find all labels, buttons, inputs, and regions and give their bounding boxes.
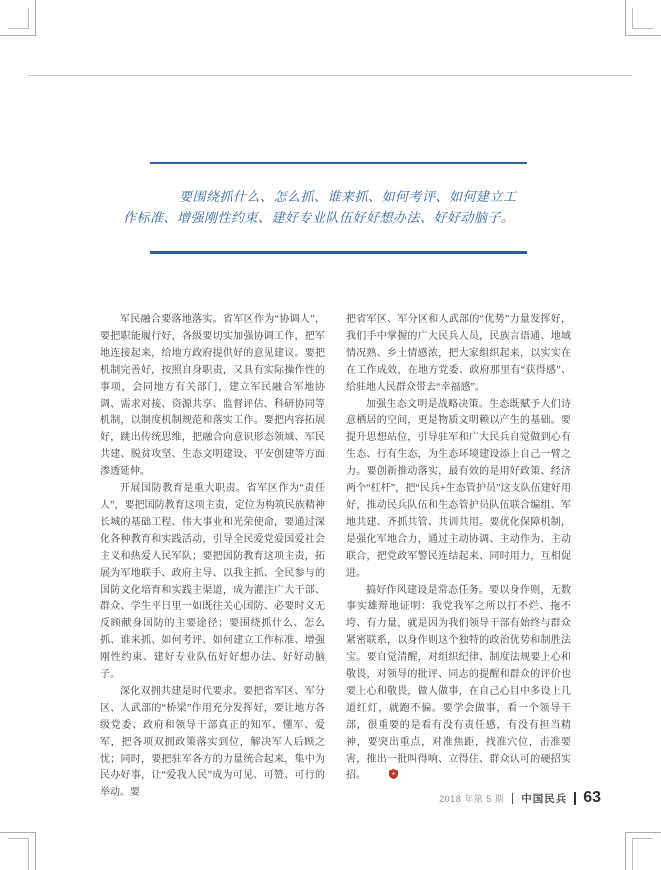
- article-end-shield-icon: [369, 769, 398, 786]
- article-paragraph: 开展国防教育是重大职责。省军区作为“责任人”，要把国防教育这项主责，定位为构筑民族精神长城的基础工程、伟大事业和光荣使命，要通过深化各种教育和实践活动，引导全民爱党爱国爱社会主义和热爱人民军队；要把国防教育这项主责，拓展为军地联手、政府主导、以我主抓、全民参与的国防文化培育和实践主渠道，成为灌注广大干部、群众、学生平日里一如既往关心国防、必要时义无反顾献身国防的主要途径；要围绕抓什么、怎么抓、谁来抓、如何考评、如何建立工作标准、增强刚性约束、建好专业队伍好好想办法、好好动脑子。: [100, 483, 325, 681]
- article-body: [100, 312, 571, 802]
- footer-divider-icon: [574, 792, 576, 805]
- article-paragraph: 军民融合要落地落实。省军区作为“协调人”，要把职能履行好，各级要切实加强协调工作，把军地连接起来，给地方政府提供好的意见建议。要把机制完善好，按照自身职责，又具有实际操作性的事项，会同地方有关部门，建立军民融合军地协调、需求对接、资源共享、监督评估、科研协同等机制，以制度机制规范和落实工作。要把内容拓展好，跳出传统思维，把融合向意识形态领域、军民共建、脱贫攻坚、生态文明建设、平安创建等方面渗透延伸。: [100, 314, 325, 478]
- article-paragraph: [346, 583, 571, 787]
- article-column-left: [100, 312, 325, 802]
- article-column-right: [346, 312, 571, 802]
- page-footer: [439, 789, 601, 807]
- crop-mark-top-right-icon: [625, 0, 661, 36]
- crop-mark-top-left-icon: [0, 0, 36, 36]
- pull-quote-top-rule: [150, 162, 527, 164]
- footer-divider-icon: [512, 793, 513, 804]
- magazine-name: 中国民兵: [521, 792, 568, 805]
- crop-mark-bottom-left-icon: [0, 832, 36, 870]
- page-number: 63: [583, 789, 601, 806]
- article-paragraph: 加强生态文明是战略决策。生态既赋予人们诗意栖居的空间，更是物质文明赖以产生的基础。要提升思想站位，引导驻军和广大民兵自觉做到心有生态、行有生态，为生态环境建设添上自己一臂之力。要创新推动落实，最有效的是用好政策、经济两个“杠杆”，把“民兵+生态管护员”这支队伍建好用好，推动民兵队伍和生态管护员队伍联合编组、军地共建、齐抓共管、共训共用。要优化保障机制，是强化军地合力，通过主动协调、主动作为、主动联合，把党政军警民连结起来、同时用力，互相促进。: [346, 398, 571, 579]
- issue-label: 2018 年第 5 期: [439, 793, 505, 804]
- article-paragraph-text: 搞好作风建设是常态任务。要以身作则，无数事实雄辩地证明：我党我军之所以打不烂、拖不垮、有力量，就是因为我们领导干部有始终与群众紧密联系，以身作则这个独特的政治优势和制胜法宝。要自觉清醒，对组织纪律、制度法规要上心和敬畏，对领导的批评、同志的提醒和群众的评价也要上心和敬畏，做人做事，在自己心目中多设上几道红灯，就跑不偏。要学会做事，看一个领导干部，很重要的是看有没有责任感，有没有担当精神，要突出重点，对准焦距，找准穴位，击准要害，推出一批叫得响、立得住、群众认可的硬招实招。: [346, 584, 571, 782]
- header-rule: [28, 75, 632, 76]
- crop-mark-bottom-right-icon: [625, 832, 661, 870]
- article-paragraph-continued: 把省军区、军分区和人武部的“优势”力量发挥好，我们手中掌握的广大民兵人员，民族言语通、地域情况熟、乡土情感浓，把大家组织起来，以实实在在工作成效，在地方党委、政府那里有“获得感”、给驻地人民群众带去“幸福感”。: [346, 314, 571, 393]
- pull-quote-text: 要围绕抓什么、怎么抓、谁来抓、如何考评、如何建立工作标准、增强刚性约束、建好专业队伍好好想办法、好好动脑子。: [123, 189, 517, 225]
- pull-quote-bottom-rule: [150, 251, 527, 254]
- article-paragraph: 深化双拥共建是时代要求。要把省军区、军分区、人武部的“桥梁”作用充分发挥好，要让地方各级党委、政府和领导干部真正的知军、懂军、爱军，把各项双拥政策落实到位，解决军人后顾之忧；同时，要把驻军各方的力量统合起来，集中为民办好事，让“爱我人民”成为可见、可赞、可行的举动。要: [100, 685, 325, 799]
